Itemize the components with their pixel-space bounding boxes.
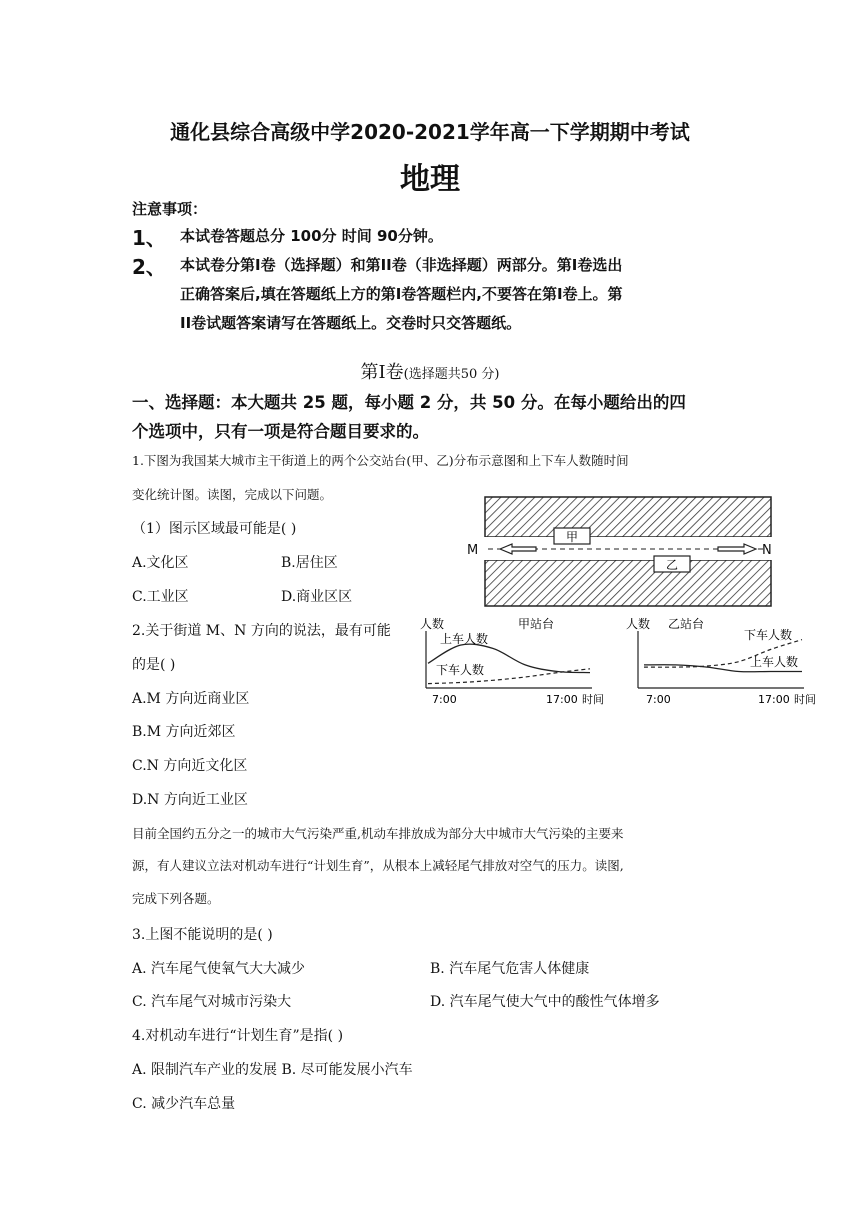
q3-stem: 3.上图不能说明的是( ) bbox=[132, 927, 273, 943]
stop-jia-label: 甲 bbox=[565, 530, 579, 544]
passage-line2: 源，有人建议立法对机动车进行“计划生育”，从根本上减轻尾气排放对空气的压力。读图, bbox=[132, 858, 624, 873]
note-text-2-line1: 本试卷分第Ⅰ卷（选择题）和第ⅠⅠ卷（非选择题）两部分。第Ⅰ卷选出 bbox=[180, 256, 623, 274]
q1-option-d: D.商业区区 bbox=[281, 589, 353, 605]
q3-option-a: A. 汽车尾气使氧气大大减少 bbox=[132, 961, 306, 977]
q2-stem-line1: 2.关于街道 M、N 方向的说法，最有可能 bbox=[132, 623, 391, 639]
chart-jia-x-start: 7:00 bbox=[432, 693, 457, 706]
q1-stem-line2: 变化统计图。读图，完成以下问题。 bbox=[132, 487, 333, 502]
q2-option-a: A.M 方向近商业区 bbox=[132, 691, 250, 707]
street-label-m: M bbox=[467, 543, 479, 558]
chart-jia-series-on-label: 上车人数 bbox=[440, 632, 489, 646]
section-subtitle: (选择题共50 分) bbox=[403, 367, 500, 382]
subject-title: 地理 bbox=[400, 162, 460, 197]
q1-option-b: B.居住区 bbox=[281, 555, 338, 571]
q3-option-d: D. 汽车尾气使大气中的酸性气体增多 bbox=[430, 994, 660, 1010]
notes-heading: 注意事项： bbox=[132, 200, 208, 218]
chart-yi-ylabel: 人数 bbox=[626, 617, 651, 631]
exam-title: 通化县综合高级中学2020-2021学年高一下学期期中考试 bbox=[170, 120, 690, 144]
chart-yi-x-end: 17:00 bbox=[758, 693, 790, 706]
q4-stem: 4.对机动车进行“计划生育”是指( ) bbox=[132, 1028, 344, 1044]
q2-option-c: C.N 方向近文化区 bbox=[132, 758, 248, 774]
chart-yi-series-on-label: 上车人数 bbox=[750, 655, 799, 669]
note-number-2: 2、 bbox=[132, 255, 166, 279]
q3-option-c: C. 汽车尾气对城市污染大 bbox=[132, 994, 292, 1010]
chart-yi-title: 乙站台 bbox=[668, 617, 705, 631]
q2-option-b: B.M 方向近郊区 bbox=[132, 724, 236, 740]
passage-line1: 目前全国约五分之一的城市大气污染严重,机动车排放成为部分大中城市大气污染的主要来 bbox=[132, 826, 624, 841]
street-map-figure bbox=[478, 494, 778, 610]
instructions-line1: 一、选择题：本大题共 25 题，每小题 2 分，共 50 分。在每小题给出的四 bbox=[132, 393, 686, 412]
passage-line3: 完成下列各题。 bbox=[132, 891, 220, 906]
chart-jia-series-off-label: 下车人数 bbox=[436, 663, 485, 677]
section-title: 第Ⅰ卷 bbox=[360, 362, 404, 383]
note-number-1: 1、 bbox=[132, 226, 166, 250]
chart-jia-x-end: 17:00 bbox=[546, 693, 578, 706]
q4-option-c: C. 减少汽车总量 bbox=[132, 1096, 236, 1112]
chart-yi bbox=[624, 613, 829, 709]
q4-options-line1: A. 限制汽车产业的发展 B. 尽可能发展小汽车 bbox=[132, 1062, 413, 1078]
stop-yi-label: 乙 bbox=[665, 558, 679, 572]
chart-jia-xlabel: 时间 bbox=[582, 693, 604, 706]
south-block bbox=[485, 560, 771, 606]
q3-option-b: B. 汽车尾气危害人体健康 bbox=[430, 961, 590, 977]
choice-instructions bbox=[132, 388, 742, 446]
chart-jia bbox=[414, 613, 614, 709]
chart-yi-x-start: 7:00 bbox=[646, 693, 671, 706]
chart-yi-xlabel: 时间 bbox=[794, 693, 816, 706]
q1-option-c: C.工业区 bbox=[132, 589, 189, 605]
chart-yi-series-off-label: 下车人数 bbox=[744, 628, 793, 642]
section-heading bbox=[0, 358, 860, 384]
note-text-2-line2: 正确答案后,填在答题纸上方的第Ⅰ卷答题栏内,不要答在第Ⅰ卷上。第 bbox=[180, 285, 623, 303]
q1-option-a: A.文化区 bbox=[132, 555, 189, 571]
q1-sub1: （1）图示区域最可能是( ) bbox=[132, 521, 297, 537]
note-text-1: 本试卷答题总分 100分 时间 90分钟。 bbox=[180, 227, 443, 245]
note-text-2-line3: ⅠⅠ卷试题答案请写在答题纸上。交卷时只交答题纸。 bbox=[180, 314, 522, 332]
q2-stem-line2: 的是( ) bbox=[132, 657, 176, 673]
street-label-n: N bbox=[762, 543, 772, 558]
instructions-line2: 个选项中，只有一项是符合题目要求的。 bbox=[132, 422, 429, 441]
north-block bbox=[485, 497, 771, 537]
chart-jia-title: 甲站台 bbox=[518, 617, 555, 631]
chart-jia-ylabel: 人数 bbox=[420, 617, 445, 631]
q2-option-d: D.N 方向近工业区 bbox=[132, 792, 248, 808]
q1-stem-line1: 1.下图为我国某大城市主干街道上的两个公交站台(甲、乙)分布示意图和上下车人数随时间 bbox=[132, 453, 629, 468]
